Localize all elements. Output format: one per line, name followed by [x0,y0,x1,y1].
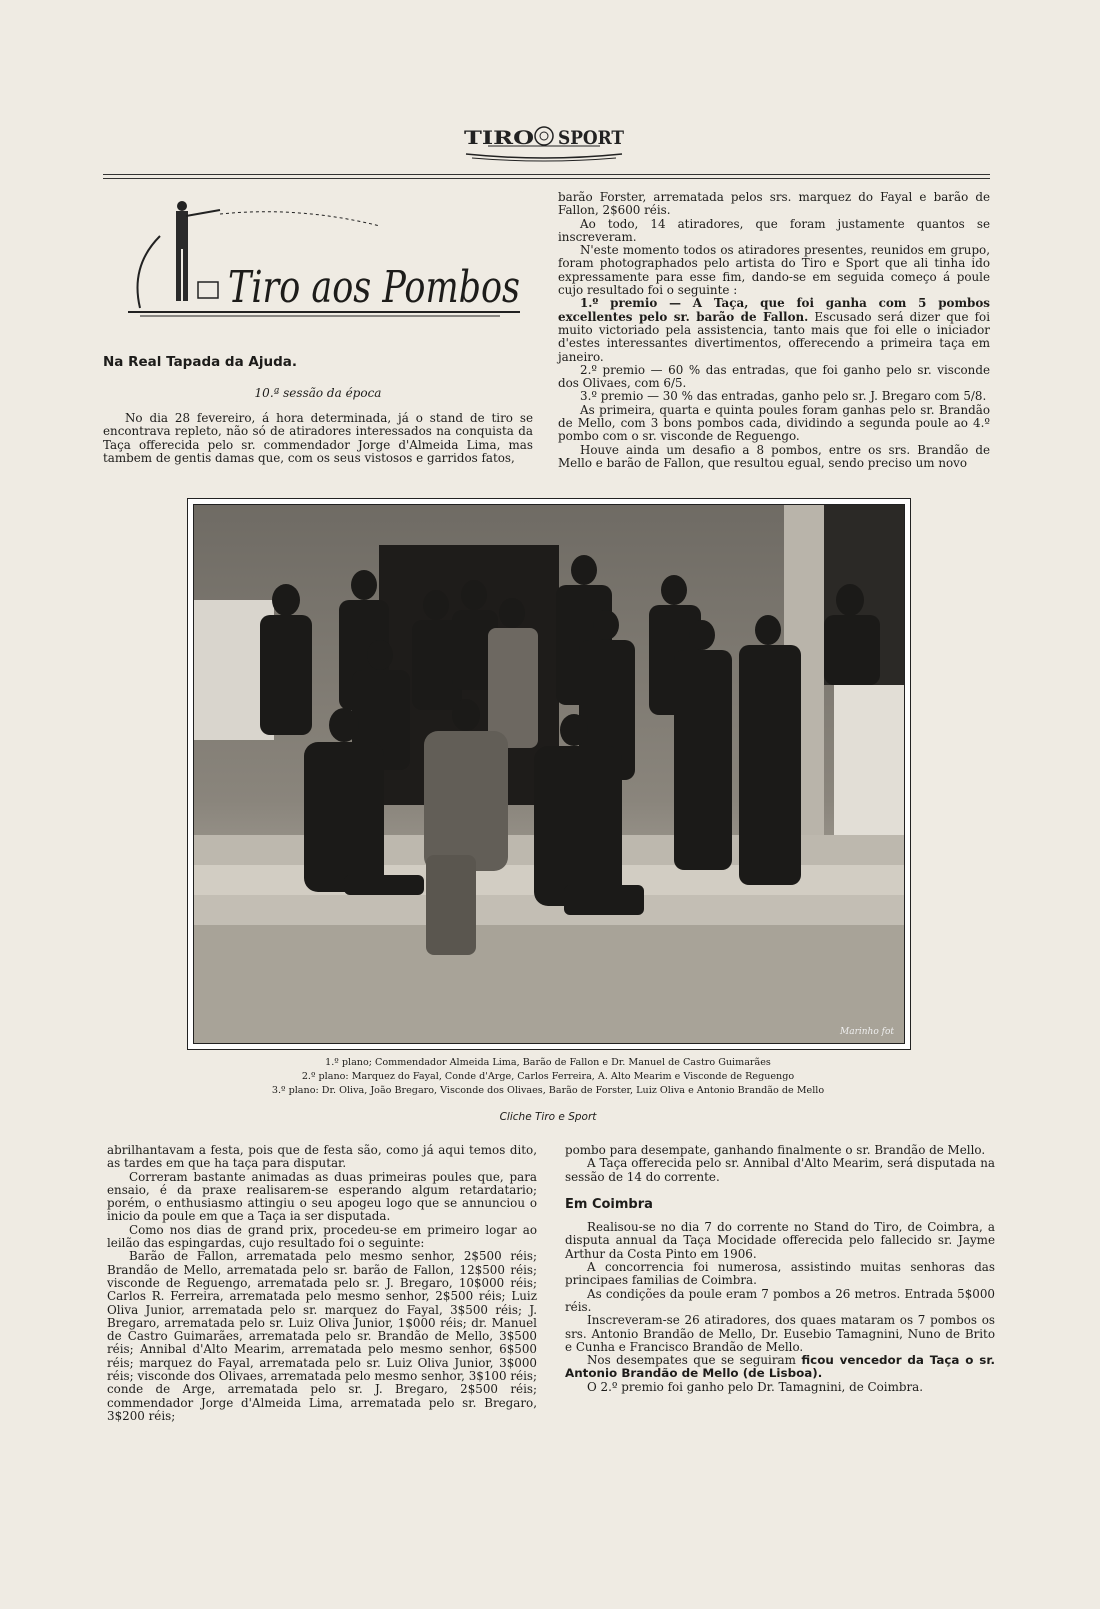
paragraph: Como nos dias de grand prix, procedeu-se em primeiro logar ao leilão das espingardas, cujo resultado foi o seguinte: [107,1222,537,1251]
photo-scene [194,505,904,1043]
paragraph: O 2.º premio foi ganho pelo Dr. Tamagnini, de Coimbra. [587,1379,924,1394]
article-subtitle: Na Real Tapada da Ajuda. [103,354,297,370]
section-heading-coimbra: Em Coimbra [565,1196,653,1212]
tiebreak-text: Nos desempates que se seguiram [587,1353,802,1368]
right-top-column [558,191,990,470]
paragraph: abrilhantavam a festa, pois que de festa são, como já aqui temos dito, as tardes em que ha taça para disputar. [107,1143,537,1171]
paragraph: No dia 28 fevereiro, á hora determinada, já o stand de tiro se encontrava repleto, não só de atiradores interessados na conquista da Taça offerecida pelo sr. commendador Jorge d'Almeida Lima, mas tambem de gentis damas que, com os seus vistosos e garridos fatos, [103,411,533,465]
title-illustration [120,196,530,324]
session-label: 10.ª sessão da época [254,386,382,400]
paragraph: barão Forster, arrematada pelos srs. marquez do Fayal e barão de Fallon, 2$600 réis. [558,190,990,218]
photo-caption-line: 1.º plano; Commendador Almeida Lima, Barão de Fallon e Dr. Manuel de Castro Guimarães [325,1057,771,1068]
paragraph: Realisou-se no dia 7 do corrente no Stand do Tiro, de Coimbra, a disputa annual da Taça Mocidade offerecida pelo fallecido sr. Jayme Arthur da Costa Pinto em 1906. [565,1220,995,1261]
first-prize-text: 1.º premio — A Taça, que foi ganha com 5 pombos excellentes pelo sr. barão de Fallon. [558,296,990,324]
paragraph: As condições da poule eram 7 pombos a 26 metros. Entrada 5$000 réis. [565,1286,995,1314]
paragraph: 2.º premio — 60 % das entradas, que foi ganho pelo sr. visconde dos Olivaes, com 6/5. [558,362,990,391]
paragraph [558,297,990,363]
photo-signature: Marinho fot [840,1027,894,1037]
paragraph: As primeira, quarta e quinta poules foram ganhas pelo sr. Brandão de Mello, com 3 bons pombos cada, dividindo a segunda poule ao 4.º pombo com o sr. visconde de Reguengo. [558,402,990,444]
header-rule [103,174,990,175]
photo-caption-line: 3.º plano: Dr. Oliva, João Bregaro, Visconde dos Olivaes, Barão de Forster, Luiz Oliva e Antonio Brandão de Mello [271,1085,825,1096]
left-top-column [103,412,533,465]
paragraph: Ao todo, 14 atiradores, que foram justamente quantos se inscreveram. [558,216,990,244]
svg-text:TIRO: TIRO [464,127,534,149]
group-photograph [187,498,911,1050]
paragraph: Houve ainda um desafio a 8 pombos, entre os srs. Brandão de Mello e barão de Fallon, que resultou egual, sendo preciso um novo [558,442,990,470]
left-bottom-column [107,1144,537,1423]
article-title-art: Tiro aos Pombos [228,262,520,313]
paragraph: 3.º premio — 30 % das entradas, ganho pelo sr. J. Bregaro com 5/8. [580,389,987,404]
photo-credit: Cliche Tiro e Sport [499,1111,597,1123]
paragraph: pombo para desempate, ganhando finalmente o sr. Brandão de Mello. [565,1143,986,1157]
winner-text: ficou vencedor da Taça o sr. Antonio Brandão de Mello (de Lisboa). [565,1353,995,1381]
paragraph: Correram bastante animadas as duas primeiras poules que, para ensaio, é da praxe realisarem-se esperando algum retardatario; porém, o enthusiasmo attingiu o seu apogeu logo que se annunciou o inicio da poule em que a Taça ia ser disputada. [107,1169,537,1224]
paragraph: Inscreveram-se 26 atiradores, dos quaes mataram os 7 pombos os srs. Antonio Brandão de Mello, Dr. Eusebio Tamagnini, Nuno de Brito e Cunha e Francisco Brandão de Mello. [565,1313,995,1354]
right-bottom-column [565,1144,995,1394]
paragraph: Barão de Fallon, arrematada pelo mesmo senhor, 2$500 réis; Brandão de Mello, arrematada pelo sr. barão de Fallon, 12$500 réis; visconde de Reguengo, arrematada pelo sr. J. Bregaro, 10$000 réis; Carlos R. Ferreira, arrematada pelo mesmo senhor, 2$500 réis; Luiz Oliva Junior, arrematada pelo sr. marquez do Fayal, 3$500 réis; J. Bregaro, arrematada pelo sr. Luiz Oliva Junior, 1$000 réis; dr. Manuel de Castro Guimarães, arrematada pelo sr. Brandão de Mello, 3$500 réis; Annibal d'Alto Mearim, arrematada pelo mesmo senhor, 6$500 réis; marquez do Fayal, arrematada pelo sr. Luiz Oliva Junior, 3$000 réis; visconde dos Olivaes, arrematada pelo mesmo senhor, 3$100 réis; conde de Arge, arrematada pelo sr. J. Bregaro, 2$500 réis; commendador Jorge d'Almeida Lima, arrematada pelo sr. Bregaro, 3$200 réis; [107,1249,537,1423]
paragraph: N'este momento todos os atiradores presentes, reunidos em grupo, foram photographados pelo artista do Tiro e Sport que ali tinha ido expressamente para esse fim, dando-se em seguida começo á poule cujo resultado foi o seguinte : [558,243,990,298]
svg-text:SPORT: SPORT [558,127,624,149]
paragraph: A concorrencia foi numerosa, assistindo muitas senhoras das principaes familias de Coimbra. [565,1260,995,1288]
paragraph [565,1354,995,1381]
masthead-logo [458,118,630,162]
photo-image [193,504,905,1044]
header-rule [103,178,990,179]
paragraph: A Taça offerecida pelo sr. Annibal d'Alto Mearim, será disputada na sessão de 14 do corrente. [565,1156,995,1184]
first-prize-comment: Escusado será dizer que foi muito victoriado pela assistencia, tanto mais que foi elle o iniciador d'estes interessantes divertimentos, offerecendo a primeira taça em janeiro. [558,309,990,364]
photo-caption-line: 2.º plano: Marquez do Fayal, Conde d'Arge, Carlos Ferreira, A. Alto Mearim e Visconde de Reguengo [301,1071,795,1082]
